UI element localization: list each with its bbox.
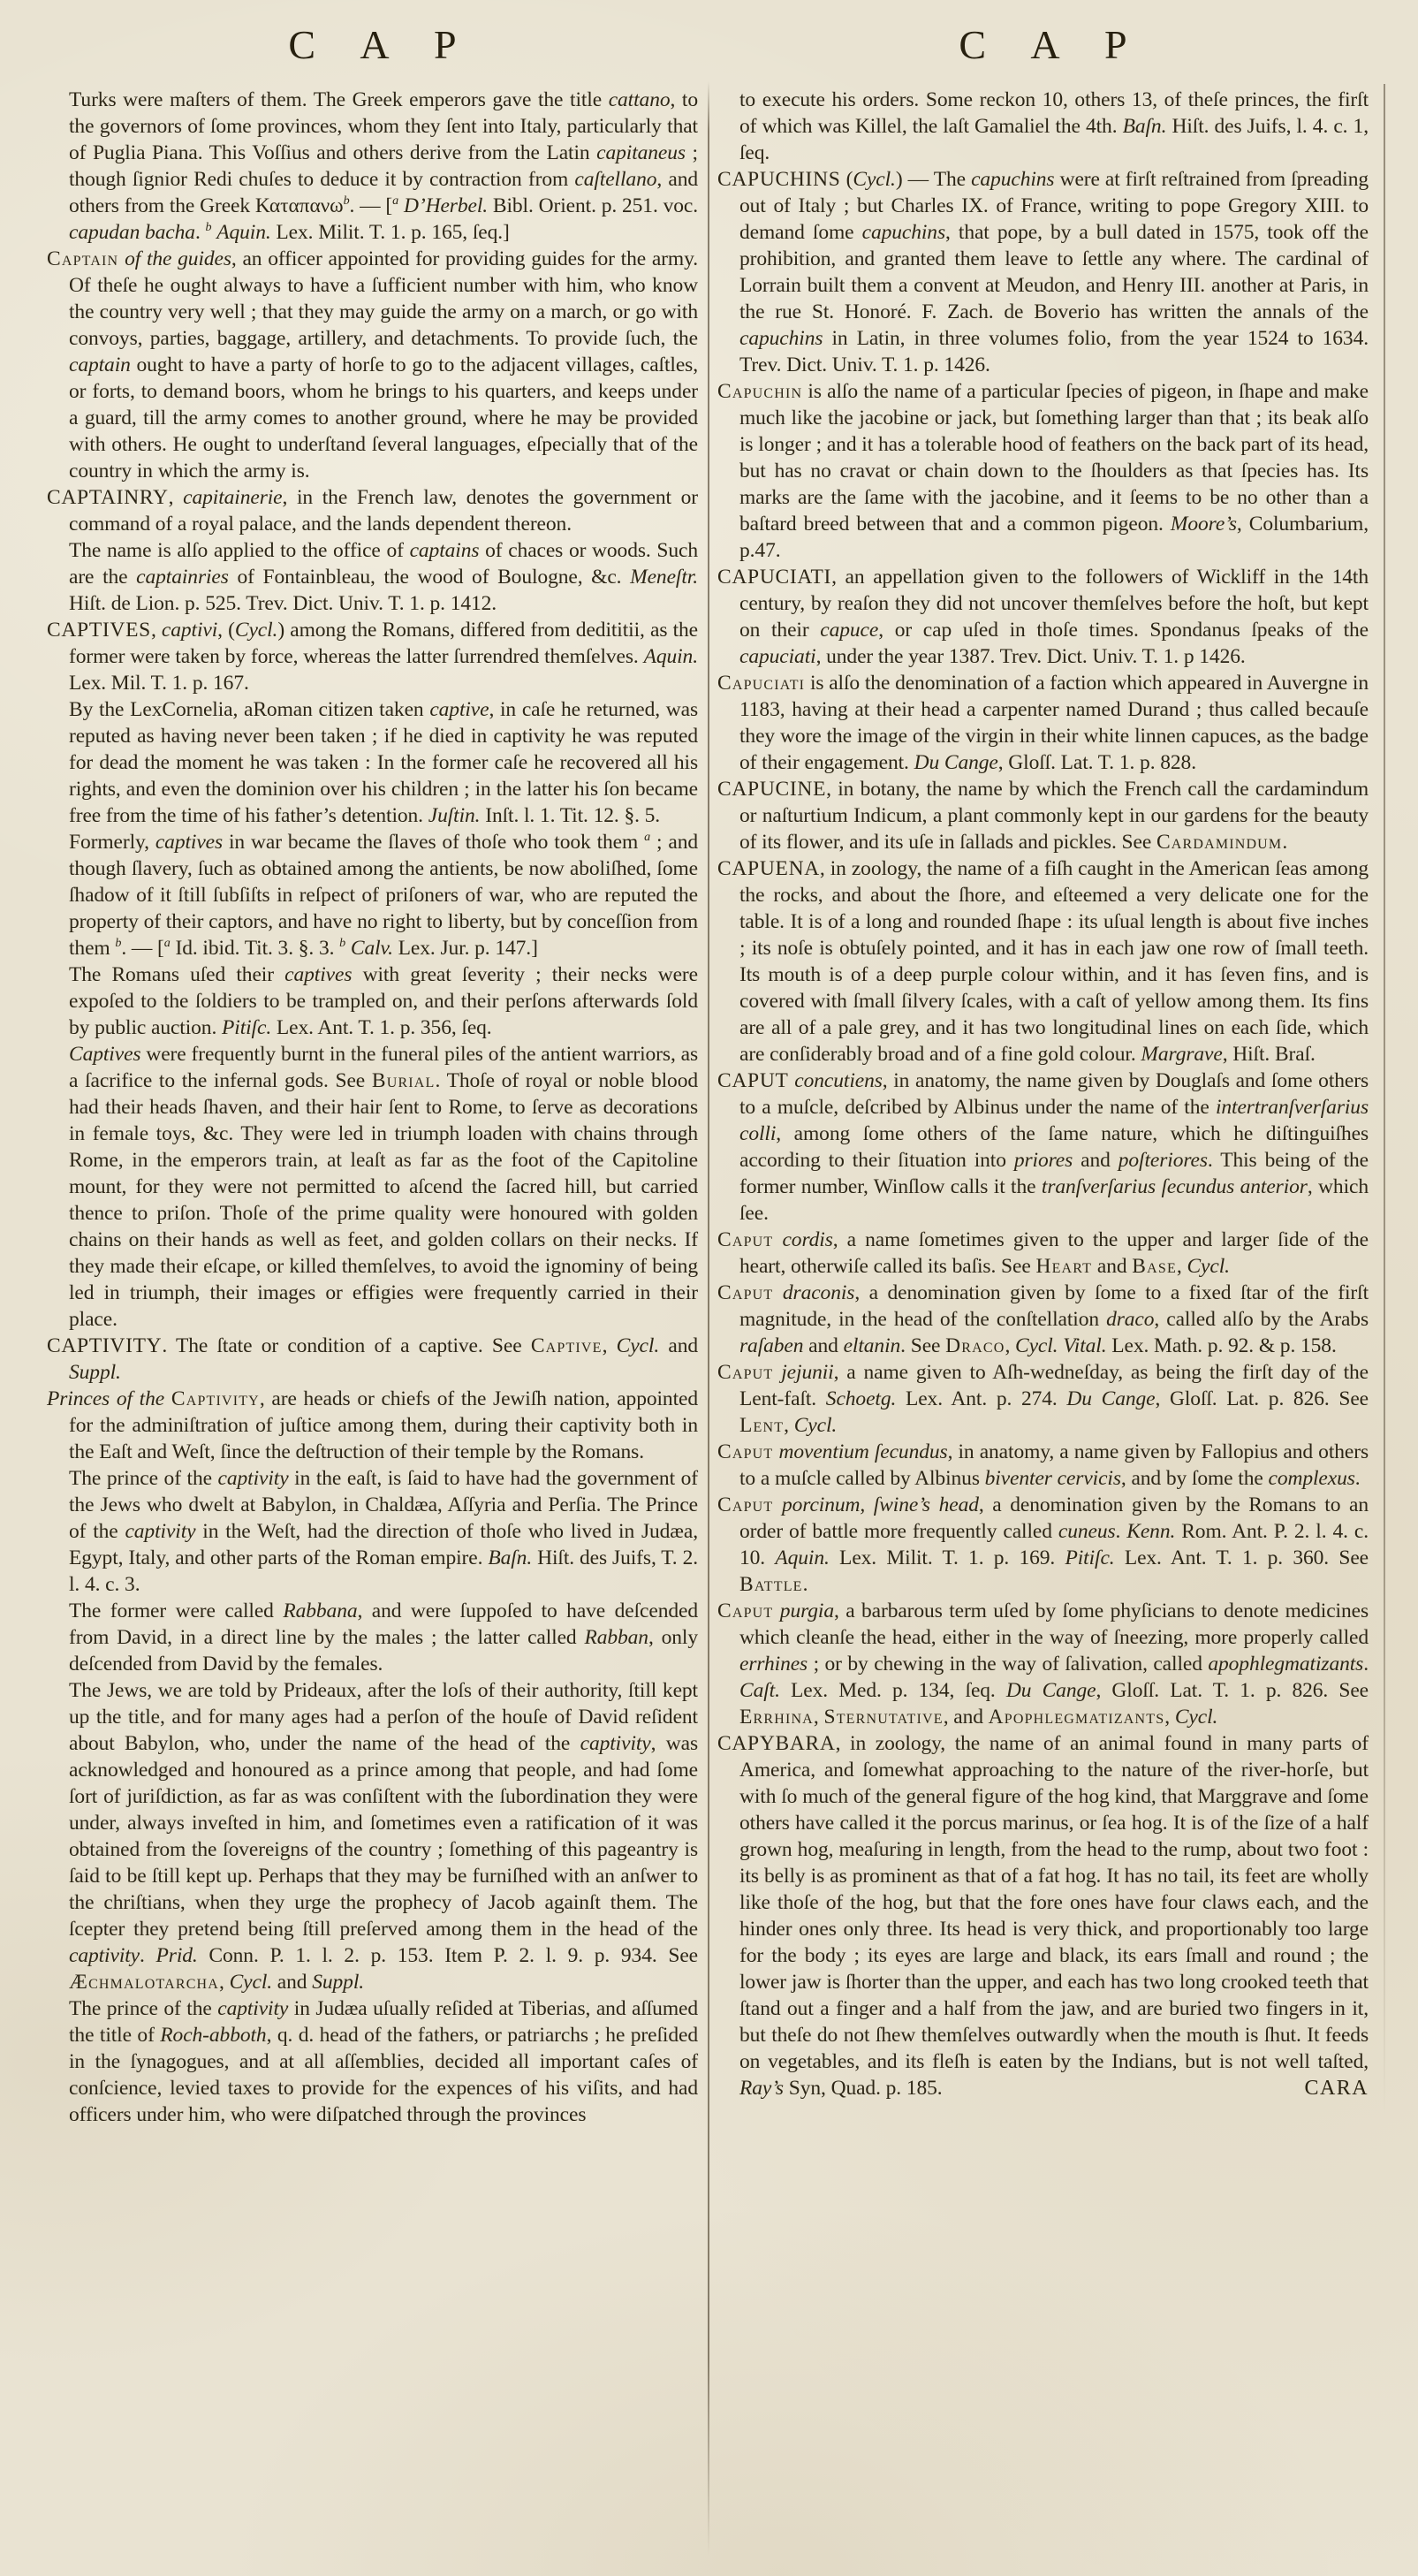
footnote-marker: a — [644, 830, 651, 845]
italic-text: cattano — [608, 88, 671, 111]
footnote-marker: a — [392, 194, 399, 209]
body-text: with great ſeverity ; their necks were expoſed to the ſoldiers to be trampled on, and their perſons afterwards ſold by public auction. — [69, 963, 698, 1039]
paragraph — [69, 829, 698, 961]
italic-text: priores — [1013, 1149, 1073, 1172]
smallcaps-text: Caput — [717, 1440, 774, 1463]
italic-text: captivity — [217, 1997, 289, 2020]
body-text: The prince of the — [69, 1467, 218, 1490]
body-text — [773, 1361, 781, 1384]
body-text: , in anatomy, the name given by Douglaſs and ſome others to a muſcle, deſcribed by Albinus under the name of the — [739, 1069, 1369, 1119]
body-text: in Latin, in three volumes folio, from the year 1524 to 1634. Trev. Dict. Univ. T. 1. p. 1426. — [739, 327, 1369, 376]
smallcaps-text: Captain — [47, 247, 119, 270]
body-text: , ( — [217, 619, 235, 642]
paragraph — [69, 961, 698, 1041]
italic-text: Du Cange — [914, 751, 998, 774]
body-text: , — [784, 1414, 794, 1437]
italic-text: Juſtin. — [428, 804, 481, 827]
footnote-marker: b — [115, 936, 122, 951]
footnote-marker: b — [343, 194, 350, 209]
italic-text: jejunii — [781, 1361, 834, 1384]
body-text: Rom. Ant. P. 2. l. 4. c. 10. — [739, 1520, 1369, 1569]
smallcaps-text: Errhina — [739, 1706, 814, 1729]
smallcaps-text: Caput — [717, 1228, 774, 1251]
italic-text: capitaneus — [596, 141, 686, 164]
body-text: . — [1282, 831, 1288, 854]
italic-text: biventer cervicis — [984, 1467, 1121, 1490]
body-text: is alſo the name of a particular ſpecies of pigeon, in ſhape and make much like the jacobine or jack, but ſomething larger than that ; its beak alſo is longer ; and it has a tolerable hood of feathers on the back part of its head, but has no cravat or chain down to the ſhoulders as that ſpecies has. Its marks are the ſame with the jacobine, and it ſeems to be no other than a baſtard breed between that and a common pigeon. — [739, 380, 1369, 536]
paragraph — [69, 537, 698, 617]
body-text: , — [1005, 1334, 1016, 1357]
body-text: in the Weſt, had the direction of thoſe who lived in Judæa, Egypt, Italy, and other parts of the Roman empire. — [69, 1520, 698, 1569]
italic-text: Cycl. — [1015, 1334, 1058, 1357]
body-text: , an appellation given to the followers of Wickliff in the 14th century, by reaſon they did not uncover themſelves before the hoſt, but kept on their — [739, 566, 1369, 642]
body-text: , — [813, 1706, 824, 1729]
italic-text: Schoetg. — [825, 1387, 897, 1410]
body-text: , — [602, 1334, 617, 1357]
body-text: The name is alſo applied to the office of — [69, 539, 410, 562]
italic-text: capitainerie — [183, 486, 283, 509]
body-text: , in zoology, the name of an animal found in many parts of America, and ſomewhat approaching to the nature of the river-horſe, but with ſo much of the general figure of the hog kind, that Marggrave and ſome others have called it the porcus marinus, or ſea hog. It is of the ſize of a half grown hog, meaſuring in length, from the head to the rump, about two foot : its belly is as prominent as that of a fat hog. It has no tail, its feet are wholly like thoſe of the hog, but that the fore ones have four claws each, and the hinder ones only three. Its head is very thick, and proportionably too large for the body ; its eyes are large and black, its ears ſmall and round ; the lower jaw is ſhorter than the upper, and each has two long crooked teeth that ſtand out a finger and a half from the jaw, and are buried two fingers in it, but theſe do not ſhew themſelves outwardly when the mouth is ſhut. It feeds on vegetables, and its fleſh is eaten by the Indians, but is not well taſted, — [739, 1732, 1369, 2073]
italic-text: complexus — [1268, 1467, 1355, 1490]
body-text: ) among the Romans, differed from dedititii, as the former were taken by force, whereas the latter ſurrendred themſelves. — [69, 619, 698, 668]
italic-text: captainries — [136, 566, 229, 589]
headword: CAPUCINE — [717, 778, 827, 801]
catchword: CARA — [1304, 2077, 1369, 2100]
headword: CAPTIVITY — [47, 1334, 163, 1357]
headword: CAPUCIATI — [717, 566, 832, 589]
italic-text: Aquin. — [775, 1546, 830, 1569]
body-text: ( — [840, 168, 853, 191]
body-text: , and were ſuppoſed to have deſcended from David, in a direct line by the males ; the latter called — [69, 1600, 698, 1649]
body-text: , — [1164, 1706, 1175, 1729]
body-text: Hiſt. des Juifs, T. 2. l. 4. c. 3. — [69, 1546, 698, 1596]
body-text: . — [140, 1944, 156, 1967]
smallcaps-text: Caput — [717, 1361, 774, 1384]
body-text: were frequently burnt in the funeral piles of the antient warriors, as a ſacrifice to the infernal gods. See — [69, 1043, 698, 1092]
italic-text: cuneus — [1058, 1520, 1116, 1543]
body-text: of chaces or woods. Such are the — [69, 539, 698, 589]
dictionary-entry — [717, 1068, 1369, 1227]
smallcaps-text: Battle — [739, 1573, 803, 1596]
smallcaps-text: Lent — [739, 1414, 785, 1437]
italic-text: Rabbana — [283, 1600, 358, 1622]
italic-text: apophlegmatizants — [1208, 1653, 1364, 1676]
body-text: and — [803, 1334, 844, 1357]
body-text: ; and though ſlavery, ſuch as obtained among the antients, be now aboliſhed, ſome ſhadow of it ſtill ſubſiſts in reſpect of priſoners of war, who are reputed the property of their captors, and have no right to liberty, but by conceſſion from them — [69, 831, 698, 960]
italic-text: capuce — [820, 619, 879, 642]
body-text: Lex. Ant. T. 1. p. 360. See — [1114, 1546, 1369, 1569]
body-text: , a denomination given by ſome to a fixed ſtar of the firſt magnitude, in the head of the conſtellation — [739, 1281, 1369, 1331]
dictionary-entry — [717, 1598, 1369, 1730]
page-header-left: C A P — [288, 22, 475, 67]
italic-text: Cycl. — [616, 1334, 660, 1357]
body-text: Id. ibid. Tit. 3. §. 3. — [170, 937, 340, 960]
italic-text: Aquin. — [216, 221, 271, 244]
body-text — [773, 1493, 782, 1516]
body-text: , under the year 1387. Trev. Dict. Univ. T. 1. p 1426. — [815, 645, 1246, 668]
body-text: Bibl. Orient. p. 251. voc. — [488, 194, 699, 217]
italic-text: Ray’s — [739, 2077, 784, 2100]
body-text: , — [219, 1971, 230, 1994]
italic-text: capuchins — [861, 221, 945, 244]
column-divider-rule — [708, 81, 709, 2556]
body-text: Lex. Ant. p. 274. — [896, 1387, 1067, 1410]
body-text: , Hiſt. Braſ. — [1222, 1043, 1316, 1066]
body-text: . — [ — [121, 937, 164, 960]
headword: CAPUCHINS — [717, 168, 841, 191]
body-text: , in zoology, the name of a fiſh caught in the American ſeas among the rocks, and about the ſhore, and eſteemed a very delicate one for the table. It is of a long and rounded ſhape : its uſual length is about five inches ; its noſe is obtuſely pointed, and it has in each jaw one row of ſmall teeth. Its mouth is of a deep purple colour within, and it has ſeven fins, and is covered with ſmall ſilvery ſcales, with a caſt of yellow among them. Its fins are all of a pale grey, and it has two longitudinal lines on each ſide, which are conſiderably broad and of a fine gold colour. — [739, 857, 1369, 1066]
italic-text: capudan bacha — [69, 221, 195, 244]
body-text: , in anatomy, a name given by Fallopius and others to a muſcle called by Albinus — [739, 1440, 1369, 1490]
body-text: . — [1354, 1467, 1361, 1490]
body-text: , in the French law, denotes the government or command of a royal palace, and the lands dependent thereon. — [69, 486, 698, 536]
body-text: . This being of the former number, Winſlow calls it the — [739, 1149, 1369, 1198]
italic-text: Margrave — [1141, 1043, 1223, 1066]
body-text: , or cap uſed in thoſe times. Spondanus ſpeaks of the — [878, 619, 1369, 642]
smallcaps-text: Caput — [717, 1493, 774, 1516]
italic-text: cordis — [782, 1228, 833, 1251]
italic-text: Suppl. — [312, 1971, 365, 1994]
paragraph — [69, 1677, 698, 1995]
footnote-marker: b — [205, 220, 212, 235]
headword: CAPUT — [717, 1069, 789, 1092]
body-text: , was acknowledged and honoured as a prince among that people, and had ſome ſort of juriſdiction, as far as was conſiſtent with the ſubordination they were under, always inveſted in him, and ſometimes even a ratification of it was obtained from the ſovereigns of the country ; ſomething of this pageantry is ſaid to be ſtill kept up. Perhaps that they may be furniſhed with an anſwer to the chriſtians, when they urge the prophecy of Jacob againſt them. The ſcepter they pretend being ſtill preſerved among them in the head of the — [69, 1732, 699, 1941]
italic-text: errhines — [739, 1653, 808, 1676]
page-header-right: C A P — [959, 22, 1146, 67]
body-text: ought to have a party of horſe to go to the adjacent villages, caſtles, or forts, to demand boors, whom he brings to his quarters, and keeps under a guard, till the army comes to another ground, where he may be provided with others. He ought to underſtand ſeveral languages, eſpecially that of the country in which the army is. — [69, 353, 698, 483]
body-text: ; or by chewing in the way of ſalivation, called — [808, 1653, 1209, 1676]
body-text: ) — The — [895, 168, 972, 191]
body-text: , and others from the Greek Καταπανω — [69, 168, 699, 217]
paragraph — [69, 1598, 698, 1677]
italic-text: tranſverſarius ſecundus anterior — [1041, 1175, 1308, 1198]
body-text — [773, 1281, 783, 1304]
body-text: Lex. Mil. T. 1. p. 167. — [69, 672, 249, 695]
smallcaps-text: Cardamindum — [1156, 831, 1283, 854]
italic-text: draco — [1106, 1308, 1155, 1331]
dictionary-entry — [717, 776, 1369, 855]
body-text: , and — [943, 1706, 989, 1729]
page-edge-rule — [1384, 84, 1385, 2116]
body-text: . — [194, 221, 206, 244]
body-text: The former were called — [69, 1600, 284, 1622]
italic-text: caſtellano — [574, 168, 657, 191]
body-text: , Columbarium, p.47. — [739, 513, 1369, 562]
italic-text: Du Cange — [1066, 1387, 1156, 1410]
italic-text: Pitiſc. — [1065, 1546, 1115, 1569]
body-text: . — [1115, 1520, 1127, 1543]
dictionary-entry — [717, 166, 1369, 378]
italic-text: captains — [409, 539, 480, 562]
body-text: and — [659, 1334, 699, 1357]
italic-text: porcinum, ſwine’s head — [781, 1493, 979, 1516]
footnote-marker: a — [163, 936, 171, 951]
body-text: , Gloſſ. Lat. T. 1. p. 828. — [997, 751, 1196, 774]
italic-text: capuchins — [739, 327, 823, 350]
smallcaps-text: Capuchin — [717, 380, 803, 403]
italic-text: Kenn. — [1126, 1520, 1176, 1543]
body-text: , among ſome others of the ſame nature, which he diſtinguiſhes according to their ſituation into — [739, 1122, 1369, 1172]
body-text: and — [1092, 1255, 1133, 1278]
italic-text: captivi — [161, 619, 218, 642]
dictionary-entry — [717, 1492, 1369, 1598]
body-text: , only deſcended from David by the females. — [69, 1626, 698, 1676]
italic-text: captivity — [125, 1520, 196, 1543]
body-text: , a name ſometimes given to the upper and larger ſide of the heart, otherwiſe called its baſis. See — [739, 1228, 1369, 1278]
italic-text: captivity — [69, 1944, 140, 1967]
italic-text: capuciati — [739, 645, 816, 668]
smallcaps-text: Burial — [371, 1069, 436, 1092]
dictionary-entry — [717, 1730, 1369, 2101]
italic-text: draconis — [782, 1281, 855, 1304]
smallcaps-text: Apophlegmatizants — [988, 1706, 1165, 1729]
right-column-text — [717, 87, 1369, 2101]
headword: CAPTIVES — [47, 619, 151, 642]
dictionary-entry — [47, 484, 698, 537]
body-text: in the eaſt, is ſaid to have had the government of the Jews who dwelt at Babylon, in Chaldæa, Aſſyria and Perſia. The Prince of the — [69, 1467, 698, 1543]
body-text: . The ſtate or condition of a captive. See — [162, 1334, 531, 1357]
paragraph — [739, 87, 1369, 166]
dictionary-entry — [717, 378, 1369, 564]
body-text: , — [168, 486, 184, 509]
smallcaps-text: Captivity — [171, 1387, 260, 1410]
body-text: in war became the ſlaves of thoſe who took them — [223, 831, 645, 854]
smallcaps-text: Heart — [1035, 1255, 1093, 1278]
body-text: Turks were maſters of them. The Greek emperors gave the title — [69, 88, 609, 111]
body-text: , which ſee. — [739, 1175, 1369, 1225]
italic-text: Princes of the — [47, 1387, 171, 1410]
body-text: Lex. Jur. p. 147.] — [392, 937, 538, 960]
paragraph — [69, 1465, 698, 1598]
body-text: , to the governors of ſome provinces, whom they ſent into Italy, particularly that of Puglia Piana. This Voſſius and others derive from the Latin — [69, 88, 698, 164]
italic-text: of the guides — [118, 247, 231, 270]
italic-text: eltanin — [843, 1334, 901, 1357]
body-text: Formerly, — [69, 831, 155, 854]
body-text: The prince of the — [69, 1997, 218, 2020]
smallcaps-text: Æchmalotarcha — [69, 1971, 220, 1994]
body-text: , in caſe he returned, was reputed as having never been taken ; if he died in captivity he was reputed for dead the moment he was taken : In the former caſe he recovered all his rights, and even the dominion over his children ; in the latter his ſon became free from the time of his father’s detention. — [69, 698, 698, 827]
dictionary-entry — [717, 1227, 1369, 1280]
headword: CAPYBARA — [717, 1732, 836, 1755]
body-text: Lex. Milit. T. 1. p. 169. — [829, 1546, 1065, 1569]
italic-text: captive — [429, 698, 489, 721]
body-text — [773, 1600, 779, 1622]
dictionary-entry — [47, 246, 698, 484]
smallcaps-text: Captive — [530, 1334, 603, 1357]
dictionary-entry — [717, 1439, 1369, 1492]
body-text: Hiſt. de Lion. p. 525. Trev. Dict. Univ. T. 1. p. 1412. — [69, 592, 497, 615]
body-text: and — [272, 1971, 313, 1994]
italic-text: Roch-abboth — [160, 2024, 267, 2047]
headword: CAPUENA — [717, 857, 820, 880]
italic-text: captivity — [217, 1467, 289, 1490]
body-text: . — [1363, 1653, 1369, 1676]
body-text: Syn, Quad. p. 185. — [783, 2077, 943, 2100]
italic-text: captives — [155, 831, 224, 854]
body-text: . See — [900, 1334, 946, 1357]
italic-text: Cycl. — [1187, 1255, 1230, 1278]
italic-text: Cycl. — [853, 168, 896, 191]
italic-text: concutiens — [794, 1069, 883, 1092]
smallcaps-text: Base — [1132, 1255, 1177, 1278]
italic-text: moventium ſecundus — [778, 1440, 948, 1463]
body-text: The Romans uſed their — [69, 963, 285, 986]
italic-text: Cycl. — [234, 619, 278, 642]
body-text: were at firſt reſtrained from ſpreading out of Italy ; but Charles IX. of France, writing to pope Gregory XIII. to demand ſome — [739, 168, 1369, 244]
italic-text: purgia — [779, 1600, 834, 1622]
body-text: The Jews, we are told by Prideaux, after the loſs of their authority, ſtill kept up the title, and for many ages had a perſon of the houſe of David reſident about Babylon, who, under the name of the head of the — [69, 1679, 698, 1755]
smallcaps-text: Capuciati — [717, 672, 806, 695]
italic-text: Cycl. — [793, 1414, 838, 1437]
paragraph — [69, 696, 698, 829]
smallcaps-text: Caput — [717, 1600, 774, 1622]
body-text: , — [1176, 1255, 1187, 1278]
body-text: Inſt. l. 1. Tit. 12. §. 5. — [480, 804, 661, 827]
dictionary-entry — [47, 1386, 698, 1465]
body-text: . — [ — [349, 194, 393, 217]
smallcaps-text: Draco — [945, 1334, 1005, 1357]
dictionary-entry — [717, 670, 1369, 776]
body-text: and — [1073, 1149, 1118, 1172]
body-text: , a barbarous term uſed by ſome phyſicians to denote medicines which cleanſe the head, either in the way of ſneezing, more properly called — [739, 1600, 1369, 1649]
italic-text: Prid. — [155, 1944, 198, 1967]
italic-text: Cycl. — [229, 1971, 273, 1994]
body-text: of Fontainbleau, the wood of Boulogne, &c. — [228, 566, 631, 589]
dictionary-entry — [717, 1280, 1369, 1359]
headword: CAPTAINRY — [47, 486, 169, 509]
italic-text: Calv. — [350, 937, 393, 960]
body-text: Hiſt. des Juifs, l. 4. c. 1, ſeq. — [739, 115, 1369, 164]
italic-text: Aquin. — [643, 645, 698, 668]
body-text: . — [802, 1573, 808, 1596]
body-text: Conn. P. 1. l. 2. p. 153. Item P. 2. l. 9. p. 934. See — [197, 1944, 698, 1967]
body-text: , and by ſome the — [1120, 1467, 1269, 1490]
footnote-marker: b — [339, 936, 346, 951]
italic-text: raſaben — [739, 1334, 804, 1357]
body-text: . Thoſe of royal or noble blood had their heads ſhaven, and their hair ſent to Rome, to ſerve as decorations in female toys, &c. They were led in triumph loaden with chains through Rome, in the emperors train, at leaſt as far as the foot of the Capitoline mount, for they were not permitted to aſcend the ſacred hill, but carried thence to priſon. Thoſe of the prime quality were honoured with golden chains on their hands as well as feet, and golden collars on their necks. If they made their eſcape, or killed themſelves, to avoid the ignominy of being led in triumph, their images or effigies were frequently carried in their place. — [69, 1069, 698, 1331]
paragraph — [69, 87, 698, 246]
body-text: , in botany, the name by which the French call the cardamindum or naſturtium Indicum, a plant commonly kept in our gardens for the beauty of its flower, and its uſe in ſallads and pickles. See — [739, 778, 1369, 854]
italic-text: captives — [284, 963, 353, 986]
italic-text: captivity — [580, 1732, 651, 1755]
paragraph — [69, 1995, 698, 2128]
body-text: , Gloſſ. Lat. p. 826. See — [1155, 1387, 1369, 1410]
body-text: is alſo the denomination of a faction which appeared in Auvergne in 1183, having at their head a carpenter named Durand ; thus called becauſe they wore the image of the virgin in their white linnen capuces, as the badge of their engagement. — [739, 672, 1369, 774]
dictionary-entry — [717, 564, 1369, 670]
left-column — [47, 87, 698, 2128]
smallcaps-text: Caput — [717, 1281, 774, 1304]
paragraph — [69, 1041, 698, 1333]
dictionary-entry — [47, 1333, 699, 1386]
left-column-text — [47, 87, 698, 2128]
italic-text: Vital. — [1063, 1334, 1107, 1357]
body-text: , called alſo by the Arabs — [1154, 1308, 1369, 1331]
body-text: Lex. Ant. T. 1. p. 356, ſeq. — [271, 1016, 492, 1039]
italic-text: Moore’s — [1170, 513, 1237, 536]
dictionary-entry — [717, 1359, 1369, 1439]
body-text: , an officer appointed for providing guides for the army. Of theſe he ought always to have a ſufficient number with him, who know the country very well ; that they may guide the army on a march, or go with convoys, parties, baggage, artillery, and detachments. To provide ſuch, the — [69, 247, 698, 350]
body-text: Lex. Math. p. 92. & p. 158. — [1106, 1334, 1337, 1357]
body-text: , a name given to Aſh-wedneſday, as being the firſt day of the Lent-faſt. — [739, 1361, 1369, 1410]
right-column — [717, 87, 1369, 2101]
body-text: By the LexCornelia, aRoman citizen taken — [69, 698, 430, 721]
italic-text: Baſn. — [1122, 115, 1167, 138]
body-text: Lex. Milit. T. 1. p. 165, ſeq.] — [270, 221, 510, 244]
dictionary-entry — [717, 855, 1369, 1068]
italic-text: Rabban — [584, 1626, 648, 1649]
body-text: , that pope, by a bull dated in 1575, took off the prohibition, and granted them leave to ſettle any where. The cardinal of Lorrain built them a convent at Meudon, and Henry III. another at Paris, in the rue St. Honoré. F. Zach. de Boverio has written the annals of the — [739, 221, 1369, 323]
italic-text: Pitiſc. — [222, 1016, 272, 1039]
body-text: Lex. Med. p. 134, ſeq. — [779, 1679, 1006, 1702]
italic-text: captain — [69, 353, 131, 376]
italic-text: Captives — [69, 1043, 141, 1066]
body-text: , are heads or chiefs of the Jewiſh nation, appointed for the adminiſtration of juſtice among them, during their captivity both in the Eaſt and Weſt, ſince the deſtruction of their temple by the Romans. — [69, 1387, 698, 1463]
body-text: in Judæa uſually reſided at Tiberias, and aſſumed the title of — [69, 1997, 698, 2047]
dictionary-entry — [47, 617, 698, 696]
italic-text: Meneſtr. — [630, 566, 698, 589]
italic-text: Du Cange — [1005, 1679, 1096, 1702]
body-text: ; though ſignior Redi chuſes to deduce it by contraction from — [69, 141, 698, 191]
smallcaps-text: Sternutative — [823, 1706, 944, 1729]
body-text — [773, 1228, 782, 1251]
italic-text: D’Herbel. — [404, 194, 489, 217]
italic-text: Suppl. — [69, 1361, 121, 1384]
italic-text: poſteriores — [1118, 1149, 1208, 1172]
italic-text: intertranſverſarius colli — [739, 1096, 1369, 1145]
italic-text: capuchins — [971, 168, 1055, 191]
italic-text: Caſt. — [739, 1679, 780, 1702]
italic-text: Baſn. — [488, 1546, 533, 1569]
italic-text: Cycl. — [1174, 1706, 1218, 1729]
body-text: to execute his orders. Some reckon 10, others 13, of theſe princes, the firſt of which was Killel, the laſt Gamaliel the 4th. — [739, 88, 1369, 138]
body-text: , — [150, 619, 162, 642]
body-text: , Gloſſ. Lat. T. 1. p. 826. See — [1096, 1679, 1369, 1702]
body-text: , q. d. head of the fathers, or patriarchs ; he preſided in the ſynagogues, and at all aſſemblies, decided all important caſes of conſcience, levied taxes to provide for the expences of his viſits, and had officers under him, who were diſpatched through the provinces — [69, 2024, 698, 2126]
body-text: , a denomination given by the Romans to an order of battle more frequently called — [739, 1493, 1369, 1543]
